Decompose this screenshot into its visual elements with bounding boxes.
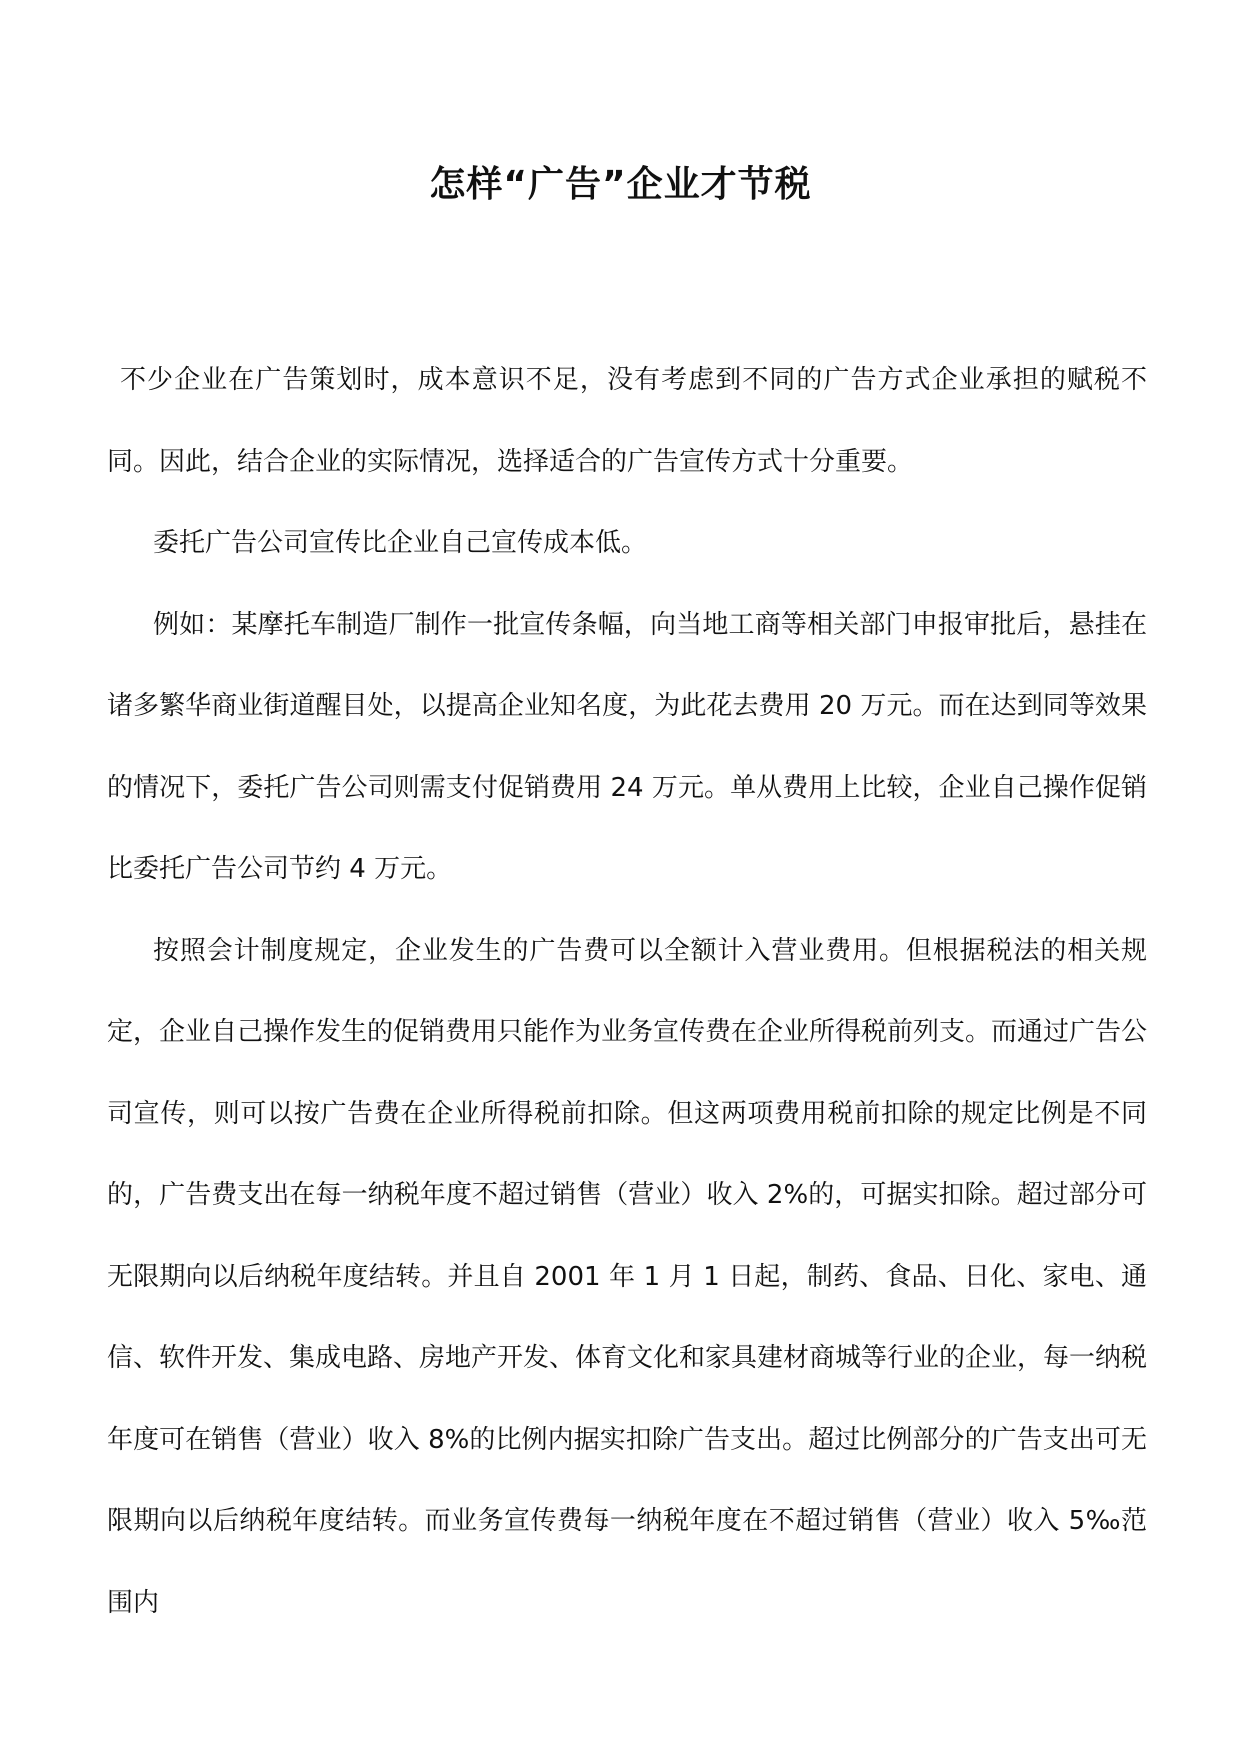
paragraph-example: 例如：某摩托车制造厂制作一批宣传条幅，向当地工商等相关部门申报审批后，悬挂在诸多繁华商业街道醒目处，以提高企业知名度，为此花去费用 20 万元。而在达到同等效果的情况下，委托广告公司则需支付促销费用 24 万元。单从费用上比较，企业自己操作促销比委托广告公司节约 4 万元。 [107,609,1147,884]
document-body [107,340,1147,1644]
paragraph-intro: 不少企业在广告策划时，成本意识不足，没有考虑到不同的广告方式企业承担的赋税不同。因此，结合企业的实际情况，选择适合的广告宣传方式十分重要。 [107,365,1147,477]
paragraph-regulation: 按照会计制度规定，企业发生的广告费可以全额计入营业费用。但根据税法的相关规定，企业自己操作发生的促销费用只能作为业务宣传费在企业所得税前列支。而通过广告公司宣传，则可以按广告费在企业所得税前扣除。但这两项费用税前扣除的规定比例是不同的，广告费支出在每一纳税年度不超过销售（营业）收入 2%的，可据实扣除。超过部分可无限期向以后纳税年度结转。并且自 2001 年 1 月 1 日起，制药、食品、日化、家电、通信、软件开发、集成电路、房地产开发、体育文化和家具建材商城等行业的企业，每一纳税年度可在销售（营业）收入 8%的比例内据实扣除广告支出。超过比例部分的广告支出可无限期向以后纳税年度结转。而业务宣传费每一纳税年度在不超过销售（营业）收入 5‰范围内 [107,935,1148,1618]
document-title: 怎样“广告”企业才节税 [429,164,812,205]
paragraph-thesis: 委托广告公司宣传比企业自己宣传成本低。 [153,528,648,558]
